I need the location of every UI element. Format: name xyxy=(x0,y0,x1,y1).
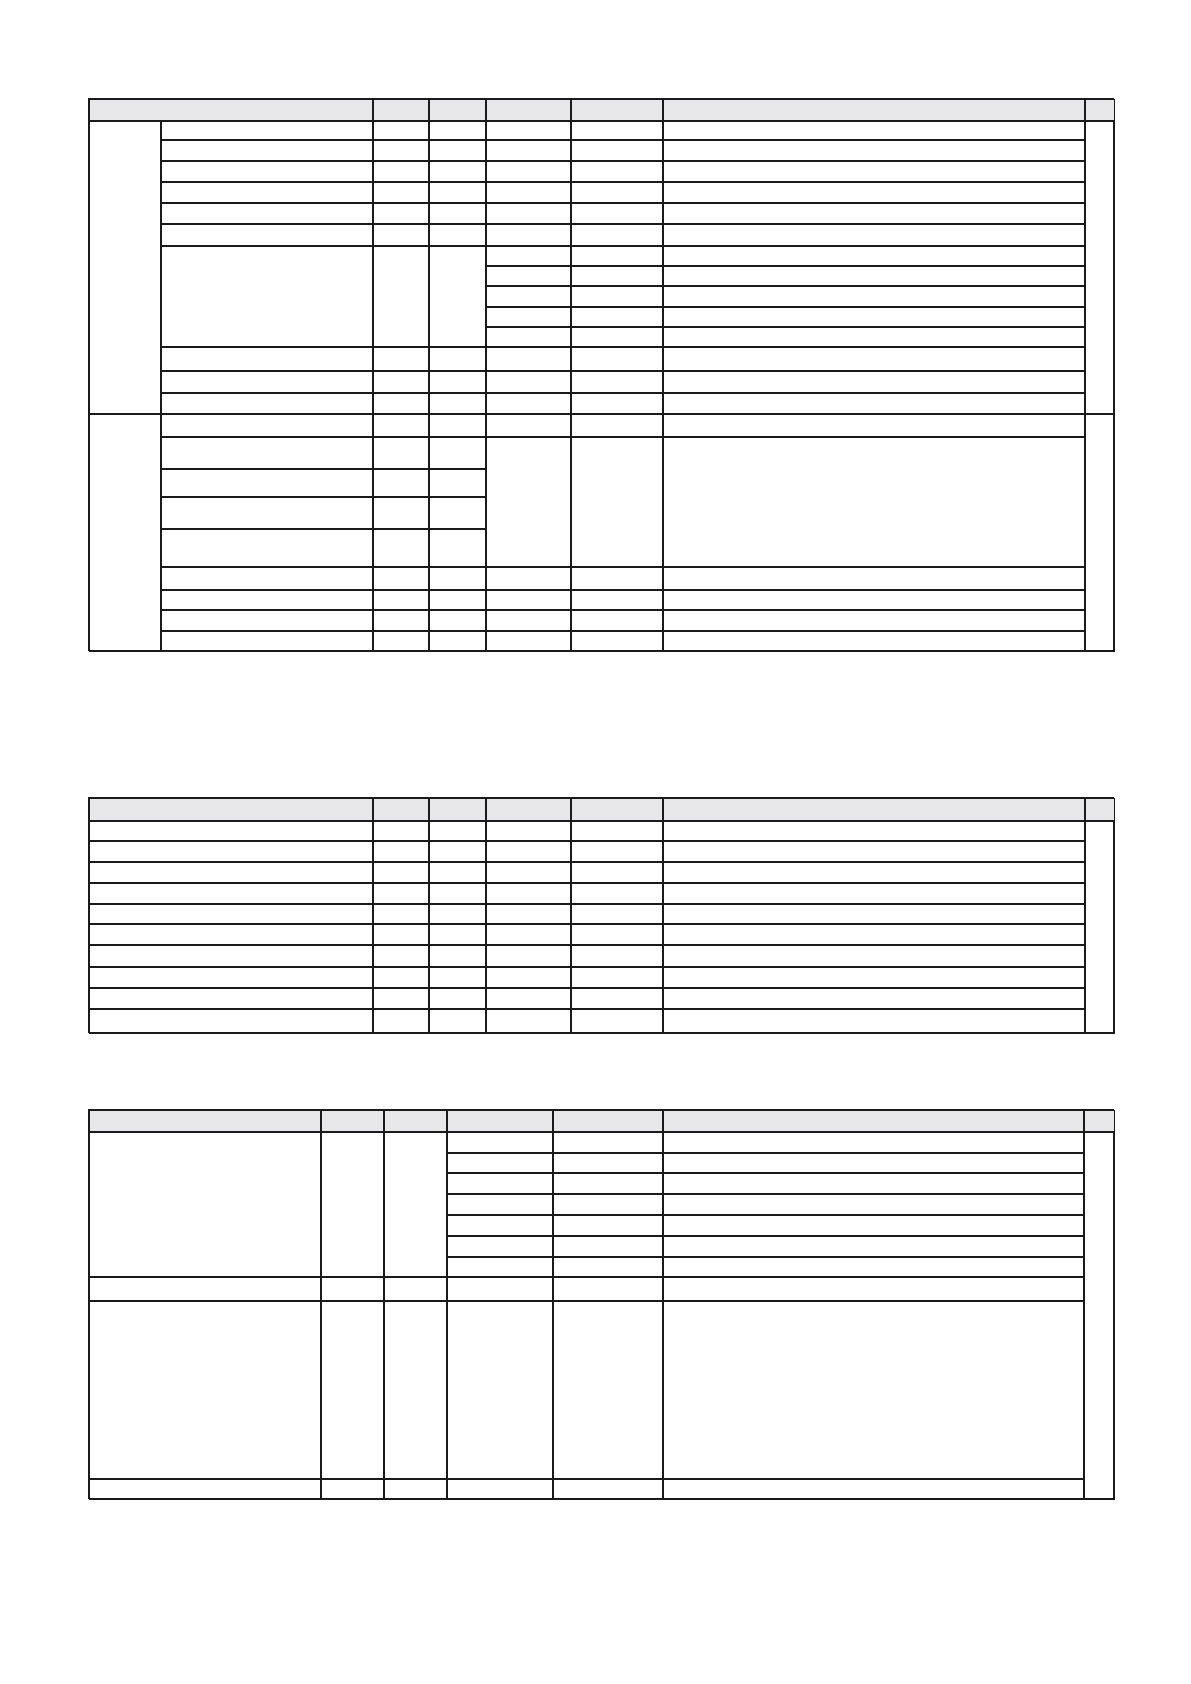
table-cell xyxy=(571,883,663,904)
header-cell xyxy=(447,1110,553,1132)
table-cell xyxy=(571,862,663,883)
table-cell xyxy=(429,161,486,182)
table-cell xyxy=(663,590,1085,611)
table-cell xyxy=(373,610,429,631)
table-cell xyxy=(373,631,429,652)
table-cell xyxy=(373,924,429,945)
table-cell xyxy=(1085,414,1115,652)
table-cell xyxy=(571,327,663,347)
table-cell xyxy=(429,610,486,631)
table-cell xyxy=(571,393,663,414)
table-cell xyxy=(321,1301,384,1479)
table-cell xyxy=(89,1301,321,1479)
table-cell xyxy=(663,1009,1085,1034)
table-cell xyxy=(89,821,373,841)
table-cell xyxy=(571,161,663,182)
table-cell xyxy=(553,1479,663,1500)
header-cell xyxy=(663,1110,1084,1132)
table-cell xyxy=(89,945,373,967)
table-cell xyxy=(486,924,571,945)
table-cell xyxy=(429,841,486,862)
table-cell xyxy=(553,1236,663,1257)
table-cell xyxy=(161,469,373,498)
table-cell xyxy=(373,414,429,437)
header-cell xyxy=(1085,798,1115,821)
table-cell xyxy=(663,1194,1084,1215)
table-cell xyxy=(486,631,571,652)
table-cell xyxy=(663,883,1085,904)
table-cell xyxy=(571,1009,663,1034)
table-cell xyxy=(663,1479,1084,1500)
table-cell xyxy=(429,567,486,590)
table-cell xyxy=(373,371,429,393)
table-cell xyxy=(373,841,429,862)
table-cell xyxy=(553,1153,663,1174)
table-cell xyxy=(429,371,486,393)
table-cell xyxy=(89,988,373,1009)
table-cell xyxy=(663,631,1085,652)
table-cell xyxy=(447,1479,553,1500)
table-cell xyxy=(161,529,373,568)
table-cell xyxy=(571,414,663,437)
table-cell xyxy=(486,821,571,841)
table-cell xyxy=(429,631,486,652)
table-cell xyxy=(373,821,429,841)
table-cell xyxy=(486,224,571,246)
table-cell xyxy=(89,121,161,414)
table-cell xyxy=(486,988,571,1009)
table-cell xyxy=(553,1173,663,1194)
table-cell xyxy=(553,1257,663,1278)
table-cell xyxy=(161,497,373,529)
table-cell xyxy=(429,590,486,611)
table-cell xyxy=(486,1009,571,1034)
table-cell xyxy=(429,862,486,883)
table-cell xyxy=(571,967,663,988)
table-cell xyxy=(571,224,663,246)
table-cell xyxy=(429,414,486,437)
table-cell xyxy=(571,347,663,371)
header-cell xyxy=(663,99,1085,121)
table-cell xyxy=(89,883,373,904)
header-cell xyxy=(486,798,571,821)
table-cell xyxy=(429,904,486,924)
table-cell xyxy=(89,904,373,924)
table-3 xyxy=(88,1109,1114,1499)
table-cell xyxy=(373,140,429,162)
table-cell xyxy=(1084,1132,1115,1500)
table-cell xyxy=(486,327,571,347)
table-cell xyxy=(1085,121,1115,414)
table-cell xyxy=(373,1009,429,1034)
table-cell xyxy=(373,437,429,469)
header-cell xyxy=(429,99,486,121)
table-1 xyxy=(88,98,1114,651)
header-cell xyxy=(321,1110,384,1132)
table-cell xyxy=(161,121,373,140)
table-cell xyxy=(663,286,1085,307)
table-cell xyxy=(373,469,429,498)
table-cell xyxy=(429,121,486,140)
table-cell xyxy=(663,327,1085,347)
table-cell xyxy=(429,203,486,224)
table-cell xyxy=(663,862,1085,883)
table-cell xyxy=(571,246,663,267)
table-cell xyxy=(571,924,663,945)
header-cell xyxy=(373,798,429,821)
table-cell xyxy=(571,567,663,590)
table-cell xyxy=(321,1132,384,1277)
table-cell xyxy=(373,967,429,988)
table-cell xyxy=(89,1009,373,1034)
table-cell xyxy=(429,347,486,371)
table-cell xyxy=(486,393,571,414)
table-cell xyxy=(486,286,571,307)
table-cell xyxy=(553,1215,663,1236)
table-cell xyxy=(571,182,663,203)
table-cell xyxy=(486,610,571,631)
table-cell xyxy=(429,924,486,945)
table-cell xyxy=(373,393,429,414)
table-cell xyxy=(321,1479,384,1500)
table-cell xyxy=(571,203,663,224)
table-cell xyxy=(373,945,429,967)
table-cell xyxy=(553,1301,663,1479)
table-cell xyxy=(663,246,1085,267)
table-cell xyxy=(384,1479,447,1500)
table-cell xyxy=(663,904,1085,924)
header-cell xyxy=(571,798,663,821)
table-cell xyxy=(1085,821,1115,1034)
table-cell xyxy=(373,121,429,140)
table-cell xyxy=(161,347,373,371)
table-cell xyxy=(486,945,571,967)
table-cell xyxy=(663,161,1085,182)
table-cell xyxy=(429,182,486,203)
table-cell xyxy=(429,393,486,414)
table-cell xyxy=(663,1257,1084,1278)
table-cell xyxy=(486,121,571,140)
table-cell xyxy=(161,203,373,224)
table-cell xyxy=(89,967,373,988)
table-cell xyxy=(663,203,1085,224)
table-cell xyxy=(429,821,486,841)
table-cell xyxy=(429,469,486,498)
table-cell xyxy=(571,610,663,631)
table-cell xyxy=(571,286,663,307)
table-cell xyxy=(89,414,161,652)
table-cell xyxy=(486,567,571,590)
table-cell xyxy=(663,967,1085,988)
table-cell xyxy=(161,371,373,393)
table-cell xyxy=(429,497,486,529)
table-cell xyxy=(571,140,663,162)
table-cell xyxy=(486,967,571,988)
table-cell xyxy=(161,590,373,611)
table-cell xyxy=(663,224,1085,246)
table-cell xyxy=(447,1277,553,1301)
table-cell xyxy=(571,988,663,1009)
table-cell xyxy=(373,224,429,246)
table-cell xyxy=(447,1132,553,1153)
table-cell xyxy=(161,182,373,203)
table-cell xyxy=(429,437,486,469)
table-cell xyxy=(89,862,373,883)
table-cell xyxy=(486,590,571,611)
table-cell xyxy=(161,393,373,414)
header-cell xyxy=(1085,99,1115,121)
table-cell xyxy=(486,246,571,267)
table-cell xyxy=(486,414,571,437)
table-cell xyxy=(161,437,373,469)
table-cell xyxy=(373,246,429,348)
table-cell xyxy=(663,1236,1084,1257)
table-cell xyxy=(486,841,571,862)
table-cell xyxy=(571,841,663,862)
table-cell xyxy=(663,945,1085,967)
table-cell xyxy=(89,1277,321,1301)
table-cell xyxy=(663,1132,1084,1153)
header-cell xyxy=(373,99,429,121)
header-cell xyxy=(486,99,571,121)
table-cell xyxy=(89,1132,321,1277)
table-cell xyxy=(373,347,429,371)
table-cell xyxy=(571,371,663,393)
table-cell xyxy=(663,1301,1084,1479)
table-cell xyxy=(373,161,429,182)
table-cell xyxy=(486,307,571,328)
header-cell xyxy=(553,1110,663,1132)
table-cell xyxy=(486,904,571,924)
table-cell xyxy=(373,988,429,1009)
table-cell xyxy=(663,393,1085,414)
table-cell xyxy=(663,307,1085,328)
table-cell xyxy=(161,224,373,246)
table-cell xyxy=(486,883,571,904)
table-cell xyxy=(571,266,663,286)
header-cell xyxy=(429,798,486,821)
header-cell xyxy=(89,798,373,821)
table-cell xyxy=(161,631,373,652)
table-cell xyxy=(486,182,571,203)
table-cell xyxy=(447,1153,553,1174)
table-cell xyxy=(161,161,373,182)
table-cell xyxy=(373,862,429,883)
table-cell xyxy=(553,1132,663,1153)
table-cell xyxy=(486,371,571,393)
table-cell xyxy=(571,307,663,328)
table-cell xyxy=(384,1301,447,1479)
table-cell xyxy=(571,590,663,611)
table-cell xyxy=(663,437,1085,567)
table-cell xyxy=(663,1215,1084,1236)
table-cell xyxy=(429,883,486,904)
table-cell xyxy=(486,140,571,162)
table-cell xyxy=(373,497,429,529)
table-cell xyxy=(447,1194,553,1215)
header-cell xyxy=(384,1110,447,1132)
table-cell xyxy=(161,610,373,631)
table-cell xyxy=(373,567,429,590)
table-cell xyxy=(429,224,486,246)
table-cell xyxy=(429,945,486,967)
table-cell xyxy=(384,1132,447,1277)
table-cell xyxy=(571,904,663,924)
table-cell xyxy=(571,631,663,652)
table-cell xyxy=(486,203,571,224)
table-cell xyxy=(373,590,429,611)
table-cell xyxy=(447,1301,553,1479)
table-cell xyxy=(384,1277,447,1301)
table-cell xyxy=(571,821,663,841)
table-cell xyxy=(486,862,571,883)
table-cell xyxy=(429,1009,486,1034)
table-cell xyxy=(663,182,1085,203)
table-cell xyxy=(663,1153,1084,1174)
table-cell xyxy=(89,841,373,862)
table-cell xyxy=(161,414,373,437)
table-cell xyxy=(161,567,373,590)
table-cell xyxy=(663,121,1085,140)
table-cell xyxy=(373,883,429,904)
table-2 xyxy=(88,797,1114,1033)
table-cell xyxy=(663,140,1085,162)
table-cell xyxy=(571,121,663,140)
table-cell xyxy=(373,904,429,924)
header-cell xyxy=(663,798,1085,821)
table-cell xyxy=(447,1236,553,1257)
table-cell xyxy=(663,567,1085,590)
table-cell xyxy=(486,161,571,182)
table-cell xyxy=(571,437,663,567)
table-cell xyxy=(89,924,373,945)
table-cell xyxy=(161,140,373,162)
header-cell xyxy=(89,99,373,121)
table-cell xyxy=(663,988,1085,1009)
table-cell xyxy=(663,924,1085,945)
table-cell xyxy=(429,246,486,348)
table-cell xyxy=(663,266,1085,286)
table-cell xyxy=(486,347,571,371)
table-cell xyxy=(447,1215,553,1236)
header-cell xyxy=(1084,1110,1115,1132)
header-cell xyxy=(571,99,663,121)
table-cell xyxy=(663,821,1085,841)
table-cell xyxy=(429,967,486,988)
header-cell xyxy=(89,1110,321,1132)
table-cell xyxy=(663,414,1085,437)
table-cell xyxy=(553,1194,663,1215)
table-cell xyxy=(553,1277,663,1301)
table-cell xyxy=(663,371,1085,393)
table-cell xyxy=(429,529,486,568)
table-cell xyxy=(571,945,663,967)
table-cell xyxy=(373,182,429,203)
table-cell xyxy=(663,347,1085,371)
table-cell xyxy=(447,1257,553,1278)
table-cell xyxy=(663,1277,1084,1301)
table-cell xyxy=(429,140,486,162)
table-cell xyxy=(89,1479,321,1500)
table-cell xyxy=(373,529,429,568)
table-cell xyxy=(486,266,571,286)
table-cell xyxy=(373,203,429,224)
table-cell xyxy=(447,1173,553,1194)
table-cell xyxy=(486,437,571,567)
table-cell xyxy=(321,1277,384,1301)
table-cell xyxy=(663,841,1085,862)
table-cell xyxy=(429,988,486,1009)
table-cell xyxy=(663,1173,1084,1194)
table-cell xyxy=(161,246,373,348)
table-cell xyxy=(663,610,1085,631)
